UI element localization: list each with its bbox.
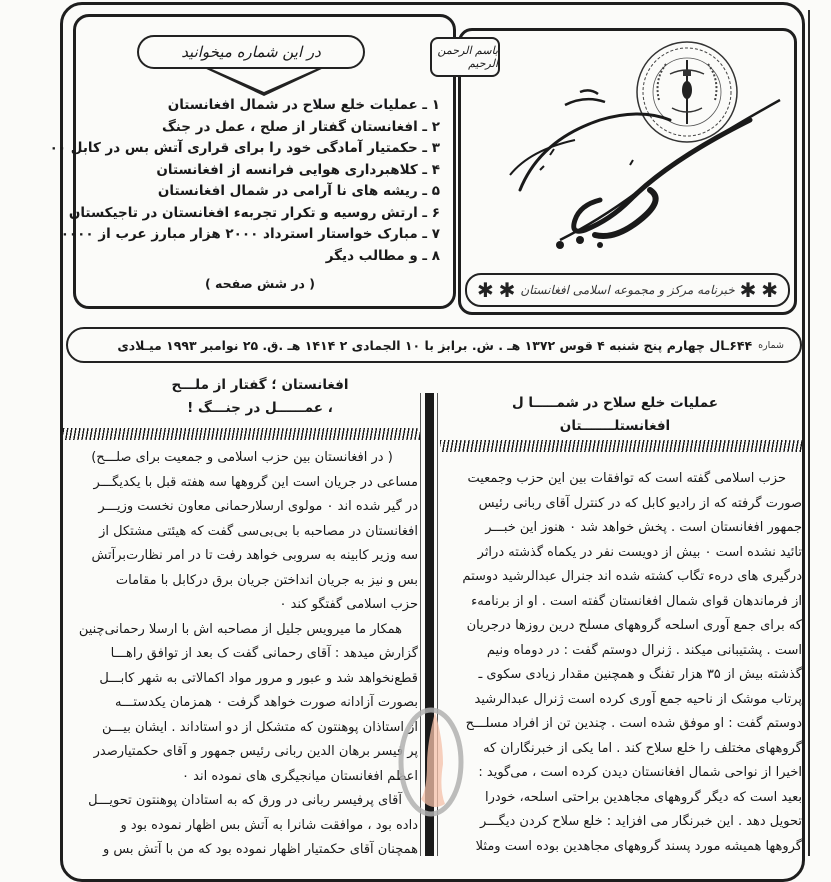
article-line: گزارش میدهد : آقای رحمانی گفت ک بعد از توافق راهـــا xyxy=(110,646,418,661)
article-line: از فرماندهان قوای شمال افغانستان گفته است . او از برنامهء xyxy=(471,593,802,609)
article-line: گروههای مختلف را خلع سلاح کند . اما یکی از خبرنگاران که xyxy=(483,740,802,756)
article-line: افغانستان در مصاحبه با بی‌بی‌سی گفت که هیئتی مشتکل از xyxy=(99,523,418,539)
article-line: حزب اسلامی گفته است که توافقات بین این حزب وجمعیت xyxy=(467,471,786,486)
article-line: همچنان آقای حکمتیار اظهار نموده بود که من با آتش بس و xyxy=(102,842,418,857)
contents-item: ۳ ـ حکمتیار آمادگی خود را برای قراری آتش بس در کابل ۰۰ xyxy=(49,140,440,156)
asterisk-ornament-icon: ✱ xyxy=(761,278,778,302)
issue-date-bar xyxy=(66,327,802,363)
article-line: قطع‌نخواهد شد و عبور و مرور مواد اکمالاتی به شهر کابـــل xyxy=(99,670,418,686)
contents-item: ۶ ـ ارتش روسیه و تکرار تجربهء افغانستان در تاجیکستان xyxy=(68,204,440,221)
article-left-headline: افغانستان ؛ گفتار از ملـــح ، عمــــــل در جنـــگ ! xyxy=(171,377,349,416)
article-line: در گیر شده اند ۰ مولوی ارسلارحمانی معاون نخست وزیـــر xyxy=(98,499,418,514)
contents-item: ۸ ـ و مطالب دیگر xyxy=(325,247,440,264)
contents-banner: در این شماره میخوانید xyxy=(137,35,365,69)
article-line: مساعی در جریان است این گروهها سه هفته قبل با یکدیگـــر xyxy=(93,474,418,490)
asterisk-ornament-icon: ✱ xyxy=(477,278,494,302)
article-line: آقای پرفیسر ربانی در ورق که به استادان پوهنتون تحویـــل xyxy=(88,793,402,808)
article-line: گذشته بیش از ۳۵ هزار تفنگ و همچنین مقدار زیادی سکوی ـ xyxy=(478,667,802,682)
tagline-box xyxy=(465,273,790,307)
issue-number-label: شماره xyxy=(758,339,784,351)
article-line: پرتاب موشک از ناحیه جمع آوری کرده است ژنرال عبدالرشید xyxy=(474,691,802,707)
article-line: همکار ما میرویس جلیل از مصاحبه اش با ارسلا رحمانی‌چنین xyxy=(78,621,402,637)
article-line: تائید نشده است ۰ بیش از دویست نفر در یکماه گذشته دراثر xyxy=(477,544,802,560)
loading-spinner-icon xyxy=(397,704,465,820)
article-line: داده بود ، موافقت شانرا به آتش بس اظهار نموده بود و xyxy=(120,817,418,833)
bismillah-label: باسم الرحمن الرحیم xyxy=(430,37,500,77)
article-line: بصورت آزادانه صورت خواهد گرفت ۰ همزمان یکدستـــه xyxy=(114,695,418,710)
article-line: گروهها همیشه مورد پسند گروههای مجاهدین بوده است ومثلا xyxy=(475,838,802,854)
article-line: دوستم گفت : او موفق شده است . چندین تن از افراد مسلـــح xyxy=(465,716,802,731)
article-line: صورت گرفته که از رادیو کابل که در کنترل آقای ربانی رئیس xyxy=(478,495,802,511)
article-line: جمهور افغانستان است . پخش خواهد شد ۰ هنوز این خبـــر xyxy=(485,520,802,535)
article-left-body xyxy=(66,446,418,863)
article-line: از استاذان پوهنتون که متشکل از دو استاداند . ایشان بیـــن xyxy=(101,719,418,735)
contents-item: ۱ ـ عملیات خلع سلاح در شمال افغانستان xyxy=(167,97,440,113)
contents-item: ۷ ـ مبارک خواستار استرداد ۲۰۰۰ هزار مبارز عرب از ۰۰۰۰ xyxy=(60,226,440,242)
article-right-headline: عملیات خلع سلاح در شمـــــا ل افغانستلـــــــتان xyxy=(511,395,719,434)
article-line: سه وزیر کابینه به سروبی خواهد رفت تا در امر نظارت‌برآتش xyxy=(91,548,418,563)
article-line: تحویل دهد . این خبرنگار می افزاید : خلع سلاح کردن دیگـــر xyxy=(480,814,802,829)
article-line: اعظم افغانستان میانجیگری های نموده اند ۰ xyxy=(182,768,418,784)
article-line: که برای جمع آوری اسلحه گروههای مسلح درین روزها درجریان xyxy=(466,618,802,633)
contents-item: ۲ ـ افغانستان گفتار از صلح ، عمل در جنگ xyxy=(161,118,440,135)
contents-page-count: ( در شش صفحه ) xyxy=(204,276,316,291)
asterisk-ornament-icon: ✱ xyxy=(739,278,757,302)
asterisk-ornament-icon: ✱ xyxy=(498,278,516,302)
article-line: است . پشتیبانی میکند . ژنرال دوستم گفت : در دوماه ونیم xyxy=(486,642,802,658)
article-line: درگیری های درهء تگاب کشته شده اند جنرال عبدالرشید دوستم xyxy=(462,569,802,584)
article-left-subhead: ( در افغانستان بین حزب اسلامی و جمعیت برای صلـــح) xyxy=(91,450,393,465)
contents-list xyxy=(49,95,440,267)
issue-date-text: ۶۴۴ـال چهارم پنج شنبه ۴ قوس ۱۳۷۲ هـ . ش. برابز با ۱۰ الجمادی ۲ ۱۴۱۴ هـ .ق. ۲۵ نوامبر ۱۹۹۳ میـلادی xyxy=(117,337,753,353)
article-right-body xyxy=(442,467,802,859)
masthead-calligraphy-logo xyxy=(490,80,790,265)
article-line: پر فیسر برهان الدین ربانی رئیس جمهور و آقای حکمتیارصدر xyxy=(93,744,418,759)
article-line: اخیرا از نواحی شمال افغانستان دیدن کرده است ، می‌گوید : xyxy=(478,765,802,780)
contents-item: ۵ ـ ریشه های نا آرامی در شمال افغانستان xyxy=(157,183,440,199)
page-right-rule xyxy=(808,10,810,856)
article-line: حزب اسلامی گفتگو کند ۰ xyxy=(279,597,418,612)
hatch-separator xyxy=(440,440,804,452)
article-line: بعید است که دیگر گروههای مجاهدین براحتی اسلحه، خودرا xyxy=(484,789,802,805)
contents-item: ۴ ـ کلاهبرداری هوایی فرانسه از افغانستان xyxy=(156,161,440,178)
hatch-separator xyxy=(63,428,420,440)
masthead-tagline: خبرنامه مرکز و مجموعه اسلامی افغانستان xyxy=(520,283,735,297)
article-line: بس و نیز به جریان انداختن جریان برق درکابل با مقامات xyxy=(115,572,418,588)
